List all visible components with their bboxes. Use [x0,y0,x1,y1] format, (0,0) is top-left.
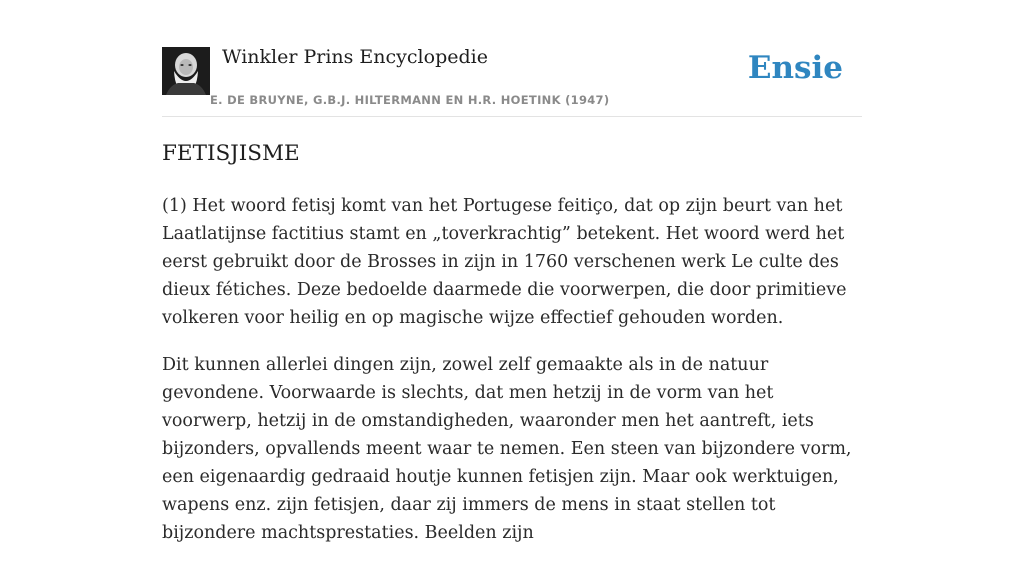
ensie-logo[interactable]: Ensie [747,50,843,86]
entry-title: FETISJISME [162,141,300,166]
author-avatar[interactable] [162,47,210,95]
body-paragraph: Dit kunnen allerlei dingen zijn, zowel zelf gemaakte als in de natuur gevondene. Voorwaarde is slechts, dat men hetzij in de vorm van het voorwerp, hetzij in de omstandigheden, waaronder men het aantreft, iets bijzonders, opvallends meent waar te nemen. Een steen van bijzondere vorm, een eigenaardig gedraaid houtje kunnen fetisjen zijn. Maar ook werktuigen, wapens enz. zijn fetisjen, daar zij immers de mens in staat stellen tot bijzondere machtsprestaties. Beelden zijn [162,355,852,543]
bearded-man-portrait-icon [162,47,210,95]
authors-line: E. DE BRUYNE, G.B.J. HILTERMANN EN H.R. HOETINK (1947) [210,93,610,107]
source-header [162,40,862,117]
encyclopedia-title[interactable]: Winkler Prins Encyclopedie [222,46,488,68]
entry-body [162,192,862,566]
body-paragraph: (1) Het woord fetisj komt van het Portugese feitiço, dat op zijn beurt van het Laatlatijnse factitius stamt en „toverkrachtig” betekent. Het woord werd het eerst gebruikt door de Brosses in zijn in 1760 verschenen werk Le culte des dieux fétiches. Deze bedoelde daarmede die voorwerpen, die door primitieve volkeren voor heilig en op magische wijze effectief gehouden worden. [162,196,847,328]
